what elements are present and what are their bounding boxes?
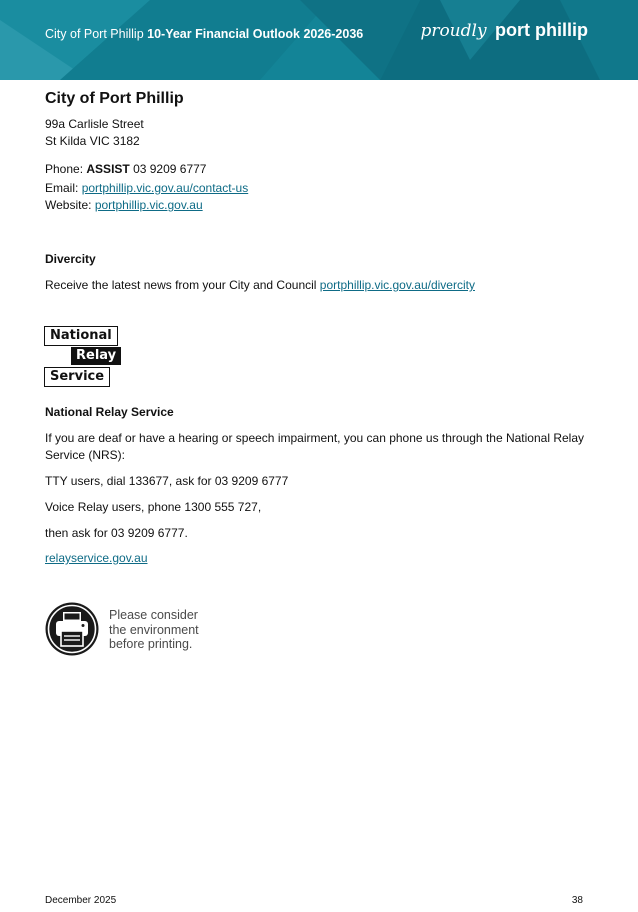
nrs-logo-national: National	[44, 326, 118, 346]
divercity-line	[45, 278, 475, 292]
print-notice-line-2: the environment	[109, 622, 199, 637]
national-relay-service-logo	[44, 326, 124, 390]
document-title-org: City of Port Phillip	[45, 27, 144, 41]
org-title: City of Port Phillip	[45, 90, 184, 107]
proudly-port-phillip-logo	[420, 20, 588, 41]
nrs-tty: TTY users, dial 133677, ask for 03 9209 6777	[45, 474, 289, 488]
nrs-heading: National Relay Service	[45, 405, 174, 419]
logo-bold-text: port phillip	[495, 20, 588, 40]
print-notice-line-3: before printing.	[109, 637, 193, 651]
divercity-heading: Divercity	[45, 252, 96, 266]
phone-line	[45, 162, 206, 176]
print-notice-line-1: Please consider	[109, 608, 198, 622]
website-label: Website:	[45, 198, 92, 212]
email-link[interactable]: portphillip.vic.gov.au/contact-us	[81, 181, 249, 195]
nrs-logo-service: Service	[44, 367, 110, 387]
website-line	[45, 198, 203, 212]
document-title-report: 10-Year Financial Outlook 2026-2036	[147, 27, 364, 41]
nrs-link-line	[45, 551, 148, 565]
document-title	[45, 27, 363, 41]
nrs-logo-relay: Relay	[71, 347, 121, 365]
logo-script-text: proudly	[420, 21, 487, 41]
phone-assist: ASSIST	[86, 162, 130, 176]
address-line-2: St Kilda VIC 3182	[45, 134, 140, 148]
divercity-text: Receive the latest news from your City and Council	[45, 278, 317, 292]
address-line-1: 99a Carlisle Street	[45, 117, 144, 131]
footer-page-number: 38	[571, 895, 583, 906]
nrs-then: then ask for 03 9209 6777.	[45, 526, 188, 540]
website-link[interactable]: portphillip.vic.gov.au	[94, 198, 203, 212]
divercity-link[interactable]: portphillip.vic.gov.au/divercity	[319, 278, 475, 292]
email-line	[45, 181, 248, 195]
phone-number: 03 9209 6777	[133, 162, 207, 176]
relay-service-link[interactable]: relayservice.gov.au	[45, 551, 148, 565]
printer-icon	[44, 601, 100, 657]
print-notice	[109, 608, 199, 652]
nrs-intro: If you are deaf or have a hearing or speech impairment, you can phone us through the National Relay Service (NRS):	[45, 431, 584, 462]
nrs-voice: Voice Relay users, phone 1300 555 727,	[45, 500, 262, 514]
footer-date: December 2025	[45, 895, 117, 906]
email-label: Email:	[45, 181, 79, 195]
header-banner	[0, 0, 638, 80]
phone-label: Phone:	[45, 162, 84, 176]
